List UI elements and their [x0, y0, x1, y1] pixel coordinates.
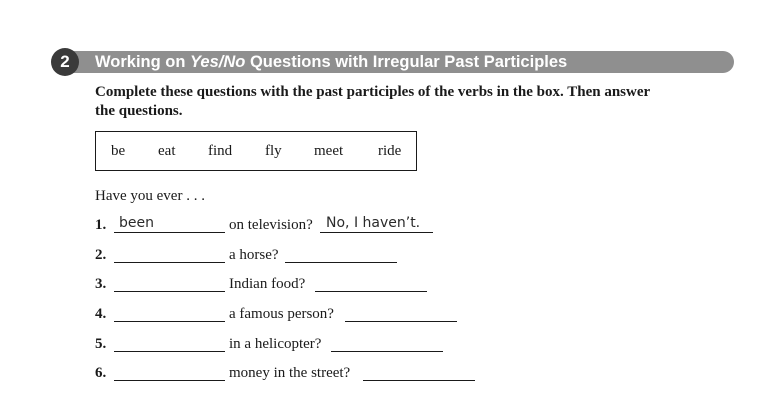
section-title — [95, 51, 567, 73]
word-box-item: fly — [265, 143, 282, 159]
question-row — [95, 304, 515, 324]
participle-blank[interactable] — [114, 362, 225, 381]
question-number: 6. — [95, 365, 107, 381]
question-prompt: Have you ever . . . — [95, 188, 205, 204]
answer-blank[interactable] — [315, 273, 427, 292]
participle-blank[interactable] — [114, 333, 225, 352]
word-box-item: meet — [314, 143, 344, 159]
participle-blank[interactable] — [114, 303, 225, 322]
word-box-item: ride — [378, 143, 402, 159]
answer-blank[interactable] — [363, 362, 475, 381]
question-number: 1. — [95, 217, 107, 233]
section-title-part2: Questions with Irregular Past Participles — [245, 53, 568, 71]
question-row — [95, 334, 515, 354]
participle-blank[interactable] — [114, 244, 225, 263]
question-text: money in the street? — [229, 365, 351, 381]
question-number: 3. — [95, 276, 107, 292]
question-number: 4. — [95, 306, 107, 322]
question-number: 2. — [95, 247, 107, 263]
participle-blank[interactable] — [114, 214, 225, 233]
answer-blank[interactable] — [331, 333, 443, 352]
section-number-badge: 2 — [51, 48, 79, 76]
word-box-item: eat — [158, 143, 176, 159]
reply-answer: No, I haven’t. — [326, 215, 421, 231]
word-box — [95, 131, 417, 171]
answer-blank[interactable] — [320, 214, 433, 233]
question-text: in a helicopter? — [229, 336, 322, 352]
question-text: a horse? — [229, 247, 279, 263]
answer-blank[interactable] — [345, 303, 457, 322]
section-title-part1: Working on — [95, 53, 191, 71]
section-title-italic: Yes/No — [190, 53, 246, 71]
question-text: a famous person? — [229, 306, 334, 322]
participle-answer: been — [119, 215, 154, 231]
participle-blank[interactable] — [114, 273, 225, 292]
word-box-item: be — [111, 143, 126, 159]
question-text: Indian food? — [229, 276, 306, 292]
question-row — [95, 245, 515, 265]
question-row — [95, 215, 515, 235]
answer-blank[interactable] — [285, 244, 397, 263]
question-row — [95, 363, 515, 383]
question-row — [95, 274, 515, 294]
instructions: Complete these questions with the past participles of the verbs in the box. Then answer the questions. — [95, 84, 650, 119]
word-box-item: find — [208, 143, 233, 159]
question-number: 5. — [95, 336, 107, 352]
question-text: on television? — [229, 217, 313, 233]
